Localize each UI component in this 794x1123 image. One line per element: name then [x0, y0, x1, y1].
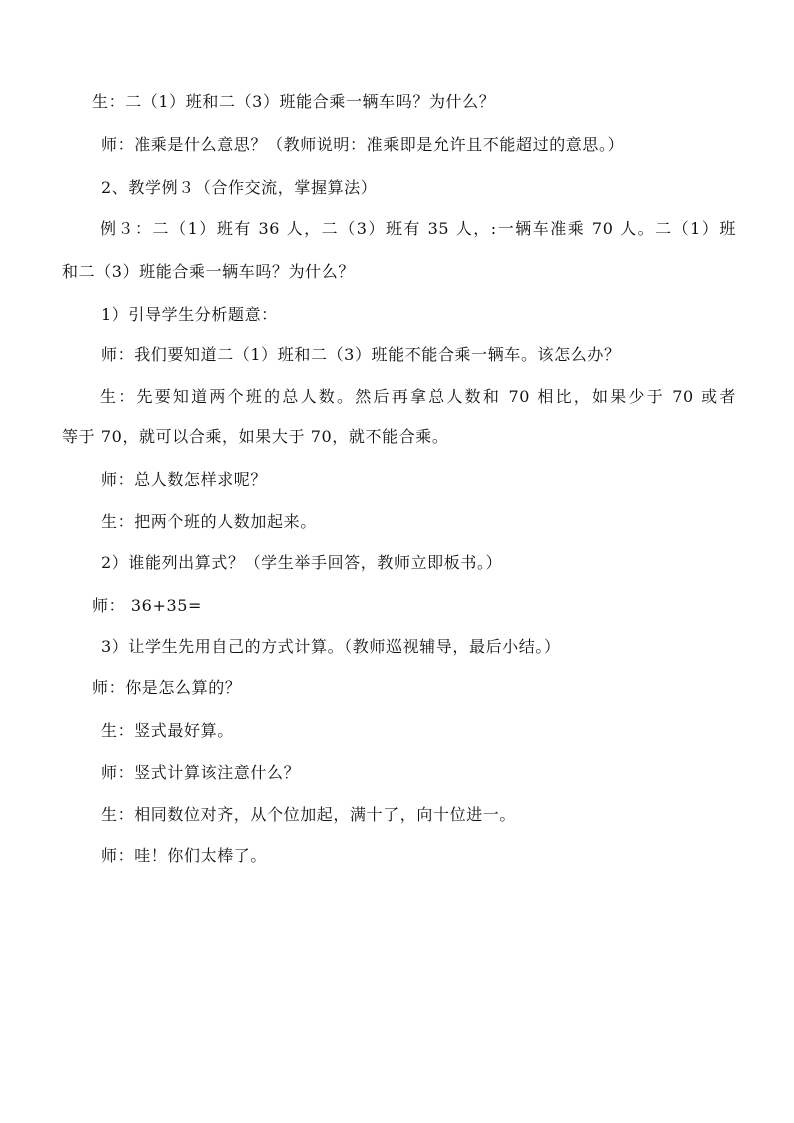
paragraph-line: 师：竖式计算该注意什么？ — [101, 763, 301, 782]
paragraph-line: 生：相同数位对齐，从个位加起，满十了，向十位进一。 — [101, 805, 517, 824]
paragraph-line: 生：二（1）班和二（3）班能合乘一辆车吗？为什么？ — [92, 92, 496, 111]
paragraph-line: 生：先要知道两个班的总人数。然后再拿总人数和 70 相比，如果少于 70 或者 — [100, 387, 736, 406]
paragraph-line: 2、教学例３（合作交流，掌握算法） — [101, 178, 378, 197]
paragraph-line: 师：你是怎么算的？ — [92, 678, 242, 697]
paragraph-line: 师：哇！你们太棒了。 — [101, 846, 268, 865]
paragraph-line: 例３：二（1）班有 36 人，二（3）班有 35 人，:一辆车准乘 70 人。二（1）班 — [100, 219, 736, 238]
paragraph-line: 师：准乘是什么意思？（教师说明：准乘即是允许且不能超过的意思。） — [101, 135, 625, 154]
paragraph-line: 和二（3）班能合乘一辆车吗？为什么？ — [62, 262, 355, 281]
paragraph-line: 2）谁能列出算式？（学生举手回答，教师立即板书。） — [101, 553, 503, 572]
paragraph-line: 1）引导学生分析题意： — [101, 305, 278, 324]
paragraph-line: 等于 70，就可以合乘，如果大于 70，就不能合乘。 — [62, 427, 449, 446]
paragraph-line: 生：竖式最好算。 — [101, 721, 234, 740]
paragraph-line: 师：总人数怎样求呢？ — [101, 470, 268, 489]
paragraph-line: 3）让学生先用自己的方式计算。（教师巡视辅导，最后小结。） — [101, 637, 561, 656]
paragraph-line: 生：把两个班的人数加起来。 — [101, 512, 317, 531]
paragraph-line: 师：我们要知道二（1）班和二（3）班能不能合乘一辆车。该怎么办？ — [101, 345, 621, 364]
paragraph-line: 师： 36+35= — [92, 596, 203, 615]
